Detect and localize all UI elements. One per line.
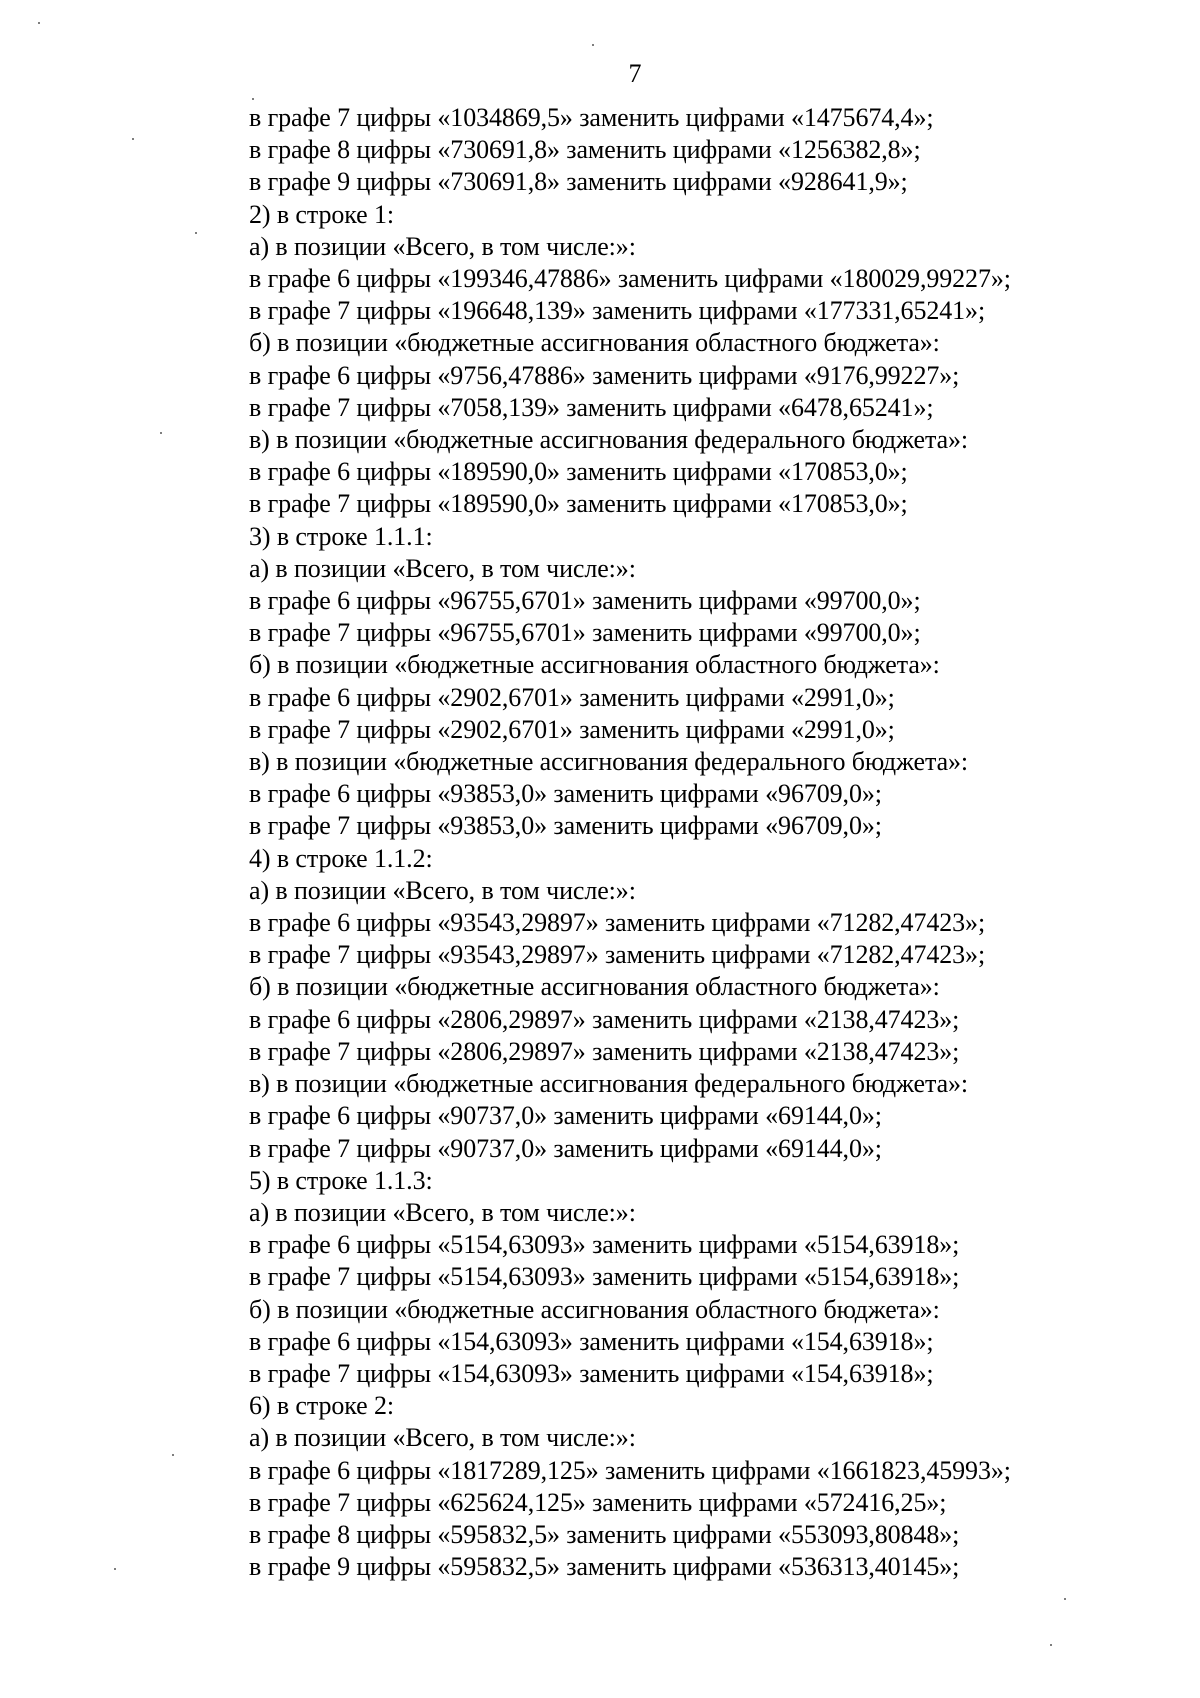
text-line: в графе 9 цифры «730691,8» заменить цифрами «928641,9»; [249,167,908,197]
text-line: в графе 7 цифры «93543,29897» заменить цифрами «71282,47423»; [249,940,986,970]
section-heading: 4) в строке 1.1.2: [249,843,433,873]
scan-speck [38,22,40,24]
text-line: в графе 6 цифры «93543,29897» заменить цифрами «71282,47423»; [249,908,986,938]
text-line: в графе 7 цифры «5154,63093» заменить цифрами «5154,63918»; [249,1262,960,1292]
text-line: в графе 7 цифры «96755,6701» заменить цифрами «99700,0»; [249,618,921,648]
scan-speck [1050,1644,1052,1646]
text-line: б) в позиции «бюджетные ассигнования областного бюджета»: [249,972,940,1002]
scan-speck [132,138,134,140]
section-heading: 5) в строке 1.1.3: [249,1165,433,1195]
page-number: 7 [628,59,642,88]
scan-speck [1064,1598,1066,1600]
text-line: б) в позиции «бюджетные ассигнования областного бюджета»: [249,1294,940,1324]
text-line: в) в позиции «бюджетные ассигнования федерального бюджета»: [249,425,969,455]
section-heading: 2) в строке 1: [249,199,395,229]
document-body [249,102,1149,1583]
text-line: в графе 6 цифры «2806,29897» заменить цифрами «2138,47423»; [249,1004,960,1034]
text-line: в графе 6 цифры «154,63093» заменить цифрами «154,63918»; [249,1326,934,1356]
text-line: в графе 6 цифры «1817289,125» заменить цифрами «1661823,45993»; [249,1455,1011,1485]
text-line: в графе 7 цифры «2902,6701» заменить цифрами «2991,0»; [249,714,895,744]
text-line: в графе 9 цифры «595832,5» заменить цифрами «536313,40145»; [249,1552,960,1582]
scan-speck [195,232,197,234]
text-line: в графе 7 цифры «625624,125» заменить цифрами «572416,25»; [249,1487,947,1517]
text-line: в графе 7 цифры «7058,139» заменить цифрами «6478,65241»; [249,392,934,422]
text-line: б) в позиции «бюджетные ассигнования областного бюджета»: [249,328,940,358]
text-line: в) в позиции «бюджетные ассигнования федерального бюджета»: [249,747,969,777]
scan-speck [172,1454,174,1456]
text-line: в графе 6 цифры «2902,6701» заменить цифрами «2991,0»; [249,682,895,712]
text-line: в графе 7 цифры «196648,139» заменить цифрами «177331,65241»; [249,296,986,326]
text-line: а) в позиции «Всего, в том числе:»: [249,875,636,905]
section-heading: 6) в строке 2: [249,1391,395,1421]
text-line: в графе 6 цифры «96755,6701» заменить цифрами «99700,0»; [249,586,921,616]
text-line: а) в позиции «Всего, в том числе:»: [249,553,636,583]
text-line: а) в позиции «Всего, в том числе:»: [249,1423,636,1453]
text-line: в графе 7 цифры «189590,0» заменить цифрами «170853,0»; [249,489,908,519]
text-line: в) в позиции «бюджетные ассигнования федерального бюджета»: [249,1069,969,1099]
scan-speck [160,432,162,434]
scan-speck [252,98,254,100]
text-line: в графе 7 цифры «154,63093» заменить цифрами «154,63918»; [249,1358,934,1388]
text-line: а) в позиции «Всего, в том числе:»: [249,1197,636,1227]
scan-speck [592,44,594,46]
text-line: в графе 6 цифры «9756,47886» заменить цифрами «9176,99227»; [249,360,960,390]
text-line: в графе 7 цифры «2806,29897» заменить цифрами «2138,47423»; [249,1036,960,1066]
text-line: б) в позиции «бюджетные ассигнования областного бюджета»: [249,650,940,680]
text-line: в графе 8 цифры «730691,8» заменить цифрами «1256382,8»; [249,135,921,165]
text-line: в графе 6 цифры «199346,47886» заменить цифрами «180029,99227»; [249,264,1011,294]
text-line: в графе 6 цифры «189590,0» заменить цифрами «170853,0»; [249,457,908,487]
text-line: в графе 6 цифры «93853,0» заменить цифрами «96709,0»; [249,779,882,809]
text-line: в графе 8 цифры «595832,5» заменить цифрами «553093,80848»; [249,1519,960,1549]
section-heading: 3) в строке 1.1.1: [249,521,433,551]
text-line: в графе 6 цифры «5154,63093» заменить цифрами «5154,63918»; [249,1230,960,1260]
text-line: в графе 7 цифры «1034869,5» заменить цифрами «1475674,4»; [249,103,934,132]
text-line: в графе 6 цифры «90737,0» заменить цифрами «69144,0»; [249,1101,882,1131]
text-line: в графе 7 цифры «90737,0» заменить цифрами «69144,0»; [249,1133,882,1163]
text-line: в графе 7 цифры «93853,0» заменить цифрами «96709,0»; [249,811,882,841]
text-line: а) в позиции «Всего, в том числе:»: [249,231,636,261]
scan-speck [114,1568,116,1570]
